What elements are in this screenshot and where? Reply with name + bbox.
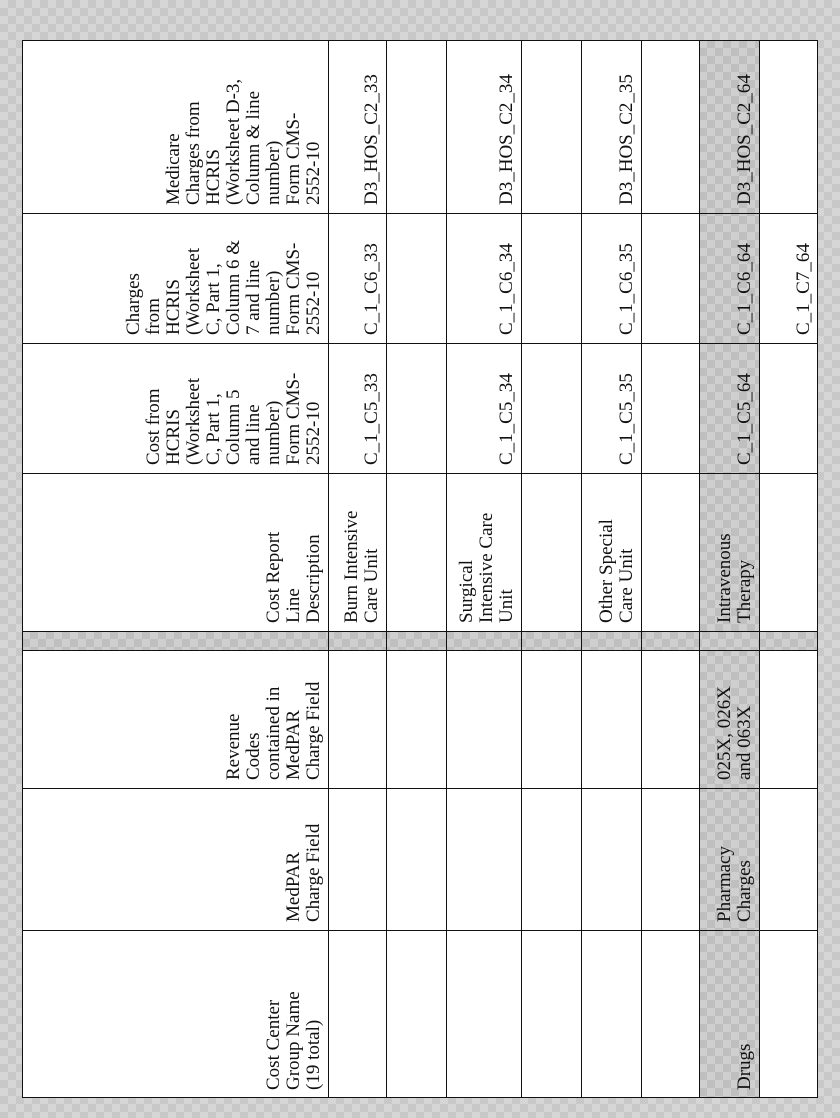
cell-text: Pharmacy Charges bbox=[714, 846, 755, 922]
cell-text: C_1_C6_35 bbox=[616, 243, 637, 335]
cell-medpar-field bbox=[521, 788, 581, 930]
cell-group-name bbox=[641, 930, 699, 1098]
cell-line-description bbox=[641, 473, 699, 631]
cell-cost bbox=[386, 343, 446, 473]
cell-group-name bbox=[446, 930, 521, 1098]
cell-revenue-codes bbox=[759, 650, 818, 788]
column-divider bbox=[22, 631, 818, 632]
cell-revenue-codes bbox=[521, 650, 581, 788]
cell-group-name bbox=[759, 930, 818, 1098]
cell-medpar-field bbox=[446, 788, 521, 930]
cell-medicare bbox=[581, 40, 641, 213]
cell-text: D3_HOS_C2_34 bbox=[496, 74, 517, 205]
cell-line-description bbox=[759, 473, 818, 631]
cell-text: D3_HOS_C2_64 bbox=[734, 74, 755, 205]
cell-cost bbox=[699, 343, 759, 473]
cell-medicare bbox=[641, 40, 699, 213]
cell-medicare bbox=[328, 40, 386, 213]
header-label: Cost Center Group Name (19 total) bbox=[263, 991, 324, 1090]
cell-line-description bbox=[328, 473, 386, 631]
cell-text: C_1_C5_34 bbox=[496, 373, 517, 465]
header-charges bbox=[22, 213, 328, 343]
header-line-description bbox=[22, 473, 328, 631]
cell-text: Burn Intensive Care Unit bbox=[341, 510, 382, 623]
cell-charges bbox=[641, 213, 699, 343]
cell-cost bbox=[641, 343, 699, 473]
cell-medpar-field bbox=[328, 788, 386, 930]
cell-revenue-codes bbox=[581, 650, 641, 788]
cell-revenue-codes bbox=[328, 650, 386, 788]
cell-medicare bbox=[386, 40, 446, 213]
cell-group-name bbox=[328, 930, 386, 1098]
header-label: Medicare Charges from HCRIS (Worksheet D-3, Column & line number) Form CMS- 2552-10 bbox=[163, 78, 324, 205]
cell-cost bbox=[581, 343, 641, 473]
cell-text: D3_HOS_C2_33 bbox=[361, 74, 382, 205]
cell-text: C_1_C5_35 bbox=[616, 373, 637, 465]
cell-cost bbox=[328, 343, 386, 473]
cell-medpar-field bbox=[581, 788, 641, 930]
header-revenue-codes bbox=[22, 650, 328, 788]
cell-revenue-codes bbox=[446, 650, 521, 788]
cell-medicare bbox=[759, 40, 818, 213]
cell-text: C_1_C5_33 bbox=[361, 373, 382, 465]
cell-group-name bbox=[699, 930, 759, 1098]
cell-line-description bbox=[699, 473, 759, 631]
cell-text: C_1_C6_64 bbox=[734, 243, 755, 335]
cell-text: C_1_C6_33 bbox=[361, 243, 382, 335]
cell-group-name bbox=[386, 930, 446, 1098]
cell-medicare bbox=[446, 40, 521, 213]
cell-medpar-field bbox=[641, 788, 699, 930]
cell-cost bbox=[521, 343, 581, 473]
cell-revenue-codes bbox=[641, 650, 699, 788]
cell-charges bbox=[581, 213, 641, 343]
cell-group-name bbox=[521, 930, 581, 1098]
cell-text: C_1_C6_34 bbox=[496, 243, 517, 335]
cell-medicare bbox=[699, 40, 759, 213]
cell-text: C_1_C7_64 bbox=[793, 243, 814, 335]
cell-medpar-field bbox=[759, 788, 818, 930]
cell-medpar-field bbox=[386, 788, 446, 930]
cell-charges bbox=[328, 213, 386, 343]
cell-charges bbox=[521, 213, 581, 343]
cell-line-description bbox=[521, 473, 581, 631]
cell-text: Surgical Intensive Care Unit bbox=[456, 512, 517, 623]
cell-text: Other Special Care Unit bbox=[596, 519, 637, 623]
header-cost bbox=[22, 343, 328, 473]
header-medicare bbox=[22, 40, 328, 213]
cell-line-description bbox=[386, 473, 446, 631]
cell-line-description bbox=[446, 473, 521, 631]
header-label: Charges from HCRIS (Worksheet C, Part 1, Column 6 & 7 and line number) Form CMS- 2552-10 bbox=[123, 239, 324, 335]
cell-charges bbox=[759, 213, 818, 343]
cell-line-description bbox=[581, 473, 641, 631]
cell-medicare bbox=[521, 40, 581, 213]
cell-cost bbox=[446, 343, 521, 473]
cell-charges bbox=[386, 213, 446, 343]
cell-medpar-field bbox=[699, 788, 759, 930]
cell-charges bbox=[446, 213, 521, 343]
cell-group-name bbox=[581, 930, 641, 1098]
header-label: Revenue Codes contained in MedPAR Charge Field bbox=[223, 681, 324, 780]
cell-cost bbox=[759, 343, 818, 473]
header-label: Cost from HCRIS (Worksheet C, Part 1, Column 5 and line number) Form CMS- 2552-10 bbox=[143, 372, 324, 465]
header-group-name bbox=[22, 930, 328, 1098]
cell-text: C_1_C5_64 bbox=[734, 373, 755, 465]
cell-text: 025X, 026X and 063X bbox=[714, 686, 755, 780]
cell-charges bbox=[699, 213, 759, 343]
cell-revenue-codes bbox=[699, 650, 759, 788]
header-label: MedPAR Charge Field bbox=[283, 823, 324, 922]
header-medpar-field bbox=[22, 788, 328, 930]
cell-text: Drugs bbox=[734, 1043, 755, 1090]
cell-text: D3_HOS_C2_35 bbox=[616, 74, 637, 205]
header-label: Cost Report Line Description bbox=[263, 531, 324, 623]
cell-text: Intravenous Therapy bbox=[714, 533, 755, 623]
cell-revenue-codes bbox=[386, 650, 446, 788]
cost-center-table bbox=[22, 40, 818, 1098]
